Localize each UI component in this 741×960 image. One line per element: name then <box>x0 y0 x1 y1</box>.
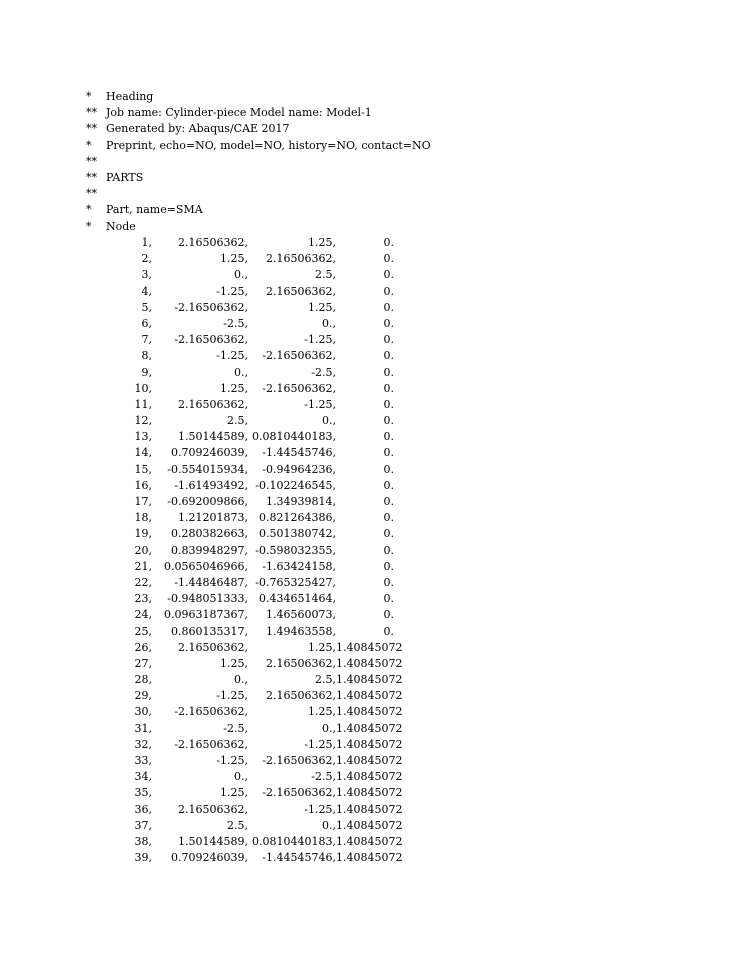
node-x: -1.44846487, <box>174 575 248 589</box>
node-y: 1.25, <box>308 705 336 719</box>
node-y: -1.25, <box>304 737 336 751</box>
node-id: 24, <box>134 608 152 622</box>
node-id: 4, <box>141 284 152 298</box>
node-z: 1.40845072 <box>336 705 403 719</box>
node-x: 0., <box>234 268 248 282</box>
keyword-line <box>86 170 686 186</box>
node-x: -2.5, <box>223 316 248 330</box>
keyword-text: Node <box>106 219 136 233</box>
node-x: 0., <box>234 365 248 379</box>
node-y: -1.25, <box>304 397 336 411</box>
node-x: 2.16506362, <box>178 236 248 249</box>
node-id: 25, <box>134 624 152 638</box>
node-z: 1.40845072 <box>336 656 403 670</box>
node-z: 0. <box>383 397 394 411</box>
node-z: 0. <box>383 543 394 557</box>
keyword-text: Part, name=SMA <box>106 203 203 217</box>
node-y: -1.25, <box>304 333 336 347</box>
node-y: 2.5, <box>315 268 336 282</box>
node-x: 0., <box>234 673 248 687</box>
node-z: 0. <box>383 365 394 379</box>
comment-marker: * <box>86 219 92 233</box>
comment-marker: ** <box>86 106 97 120</box>
node-x: 0.839948297, <box>171 543 248 557</box>
node-z: 1.40845072 <box>336 851 403 865</box>
node-y: -0.598032355, <box>255 543 336 557</box>
node-z: 0. <box>383 462 394 476</box>
node-id: 13, <box>134 430 152 444</box>
node-x: -1.25, <box>216 754 248 767</box>
keyword-text: Job name: Cylinder-piece Model name: Model-1 <box>106 106 372 120</box>
node-z: 0. <box>383 511 394 525</box>
node-id: 23, <box>134 592 152 606</box>
node-x: -0.692009866, <box>167 495 248 508</box>
node-y: -1.25, <box>304 802 336 816</box>
node-y: 1.34939814, <box>266 495 336 508</box>
keyword-line <box>86 121 686 137</box>
node-id: 21, <box>134 559 152 573</box>
node-z: 1.40845072 <box>336 786 403 800</box>
keyword-line <box>86 105 686 121</box>
keyword-text: Heading <box>106 90 154 103</box>
node-x: -2.16506362, <box>174 705 248 719</box>
node-y: -0.94964236, <box>262 462 336 476</box>
node-x: 2.5, <box>227 818 248 832</box>
node-y: -2.5, <box>311 365 336 379</box>
node-y: -2.16506362, <box>262 349 336 363</box>
node-id: 14, <box>134 446 152 460</box>
node-id: 33, <box>134 754 152 767</box>
node-id: 35, <box>134 786 152 800</box>
node-x: -1.61493492, <box>174 478 248 492</box>
node-z: 1.40845072 <box>336 802 403 816</box>
node-z: 0. <box>383 349 394 363</box>
node-id: 9, <box>141 365 152 379</box>
node-id: 12, <box>134 414 152 428</box>
node-z: 0. <box>383 592 394 606</box>
node-z: 0. <box>383 446 394 460</box>
node-z: 1.40845072 <box>336 721 403 735</box>
node-y: 1.25, <box>308 640 336 654</box>
node-y: -1.44545746, <box>262 851 336 865</box>
node-y: 1.25, <box>308 300 336 314</box>
node-x: 1.21201873, <box>178 511 248 525</box>
node-id: 17, <box>134 495 152 508</box>
node-x: -1.25, <box>216 349 248 363</box>
node-id: 39, <box>134 851 152 865</box>
node-id: 29, <box>134 689 152 703</box>
node-x: 0.860135317, <box>171 624 248 638</box>
node-y: 2.5, <box>315 673 336 687</box>
node-z: 0. <box>383 268 394 282</box>
keyword-line <box>86 154 686 170</box>
node-x: 2.16506362, <box>178 802 248 816</box>
comment-marker: ** <box>86 170 97 184</box>
node-z: 0. <box>383 316 394 330</box>
node-x: 0.0963187367, <box>164 608 248 622</box>
node-y: 0., <box>322 414 336 428</box>
node-y: 1.46560073, <box>266 608 336 622</box>
node-x: 0.0565046966, <box>164 559 248 573</box>
node-x: -1.25, <box>216 689 248 703</box>
node-z: 1.40845072 <box>336 818 403 832</box>
keyword-line <box>86 138 686 154</box>
node-x: -1.25, <box>216 284 248 298</box>
node-x: 0.709246039, <box>171 446 248 460</box>
node-y: 2.16506362, <box>266 656 336 670</box>
node-z: 0. <box>383 478 394 492</box>
node-id: 1, <box>141 236 152 249</box>
node-y: -2.16506362, <box>262 381 336 395</box>
node-z: 0. <box>383 624 394 638</box>
node-x: 1.25, <box>220 786 248 800</box>
keyword-text: Generated by: Abaqus/CAE 2017 <box>106 122 290 136</box>
keyword-line <box>86 89 686 105</box>
node-x: 1.50144589, <box>178 430 248 444</box>
node-id: 31, <box>134 721 152 735</box>
node-id: 10, <box>134 381 152 395</box>
node-x: 0.280382663, <box>171 527 248 541</box>
node-id: 32, <box>134 737 152 751</box>
node-z: 1.40845072 <box>336 754 403 767</box>
node-y: -2.16506362, <box>262 786 336 800</box>
input-file-header <box>86 89 686 235</box>
node-x: 1.25, <box>220 381 248 395</box>
comment-marker: ** <box>86 154 97 168</box>
node-y: 1.25, <box>308 236 336 249</box>
node-z: 0. <box>383 252 394 266</box>
comment-marker: ** <box>86 187 97 201</box>
node-y: 0.434651464, <box>259 592 336 606</box>
node-z: 0. <box>383 495 394 508</box>
node-y: 0., <box>322 818 336 832</box>
node-y: -2.5, <box>311 770 336 784</box>
node-id: 16, <box>134 478 152 492</box>
node-x: -2.16506362, <box>174 333 248 347</box>
node-y: -1.63424158, <box>262 559 336 573</box>
node-id: 5, <box>141 300 152 314</box>
node-z: 0. <box>383 527 394 541</box>
node-x: -2.5, <box>223 721 248 735</box>
node-z: 0. <box>383 284 394 298</box>
node-y: 1.49463558, <box>266 624 336 638</box>
node-x: 2.16506362, <box>178 397 248 411</box>
node-x: 0., <box>234 770 248 784</box>
keyword-line <box>86 186 686 202</box>
node-y: 0., <box>322 316 336 330</box>
node-z: 0. <box>383 333 394 347</box>
node-x: -2.16506362, <box>174 737 248 751</box>
node-z: 1.40845072 <box>336 640 403 654</box>
node-x: 1.25, <box>220 252 248 266</box>
node-z: 1.40845072 <box>336 673 403 687</box>
node-id: 37, <box>134 818 152 832</box>
node-id: 8, <box>141 349 152 363</box>
node-id: 22, <box>134 575 152 589</box>
node-id: 20, <box>134 543 152 557</box>
node-id: 30, <box>134 705 152 719</box>
node-x: 2.16506362, <box>178 640 248 654</box>
node-z: 0. <box>383 575 394 589</box>
node-y: 2.16506362, <box>266 252 336 266</box>
keyword-line <box>86 202 686 218</box>
node-y: -2.16506362, <box>262 754 336 767</box>
node-z: 0. <box>383 430 394 444</box>
node-id: 19, <box>134 527 152 541</box>
node-id: 7, <box>141 333 152 347</box>
node-y: 0.0810440183, <box>252 430 336 444</box>
node-y: -0.102246545, <box>255 478 336 492</box>
node-z: 1.40845072 <box>336 770 403 784</box>
comment-marker: ** <box>86 122 97 136</box>
node-z: 0. <box>383 381 394 395</box>
node-y: 0.501380742, <box>259 527 336 541</box>
node-z: 1.40845072 <box>336 834 403 848</box>
node-id: 28, <box>134 673 152 687</box>
node-id: 27, <box>134 656 152 670</box>
node-id: 15, <box>134 462 152 476</box>
node-z: 0. <box>383 300 394 314</box>
node-y: -1.44545746, <box>262 446 336 460</box>
node-id: 11, <box>134 397 152 411</box>
node-x: -0.948051333, <box>167 592 248 606</box>
node-z: 1.40845072 <box>336 737 403 751</box>
node-id: 36, <box>134 802 152 816</box>
node-z: 0. <box>383 559 394 573</box>
node-x: 1.25, <box>220 656 248 670</box>
node-z: 0. <box>383 236 394 249</box>
node-x: -0.554015934, <box>167 462 248 476</box>
node-x: 2.5, <box>227 414 248 428</box>
node-z: 1.40845072 <box>336 689 403 703</box>
node-y: 2.16506362, <box>266 689 336 703</box>
node-y: 0., <box>322 721 336 735</box>
node-id: 18, <box>134 511 152 525</box>
node-id: 3, <box>141 268 152 282</box>
node-id: 26, <box>134 640 152 654</box>
comment-marker: * <box>86 203 92 217</box>
node-x: 1.50144589, <box>178 834 248 848</box>
node-id: 38, <box>134 834 152 848</box>
comment-marker: * <box>86 138 92 152</box>
node-x: 0.709246039, <box>171 851 248 865</box>
keyword-text: Preprint, echo=NO, model=NO, history=NO, contact=NO <box>106 138 431 152</box>
node-id: 6, <box>141 316 152 330</box>
node-id: 34, <box>134 770 152 784</box>
node-z: 0. <box>383 608 394 622</box>
node-y: 0.0810440183, <box>252 834 336 848</box>
node-x: -2.16506362, <box>174 300 248 314</box>
keyword-text: PARTS <box>106 170 144 184</box>
node-id: 2, <box>141 252 152 266</box>
node-y: -0.765325427, <box>255 575 336 589</box>
keyword-line <box>86 219 686 235</box>
comment-marker: * <box>86 90 92 103</box>
node-y: 0.821264386, <box>259 511 336 525</box>
node-z: 0. <box>383 414 394 428</box>
node-y: 2.16506362, <box>266 284 336 298</box>
